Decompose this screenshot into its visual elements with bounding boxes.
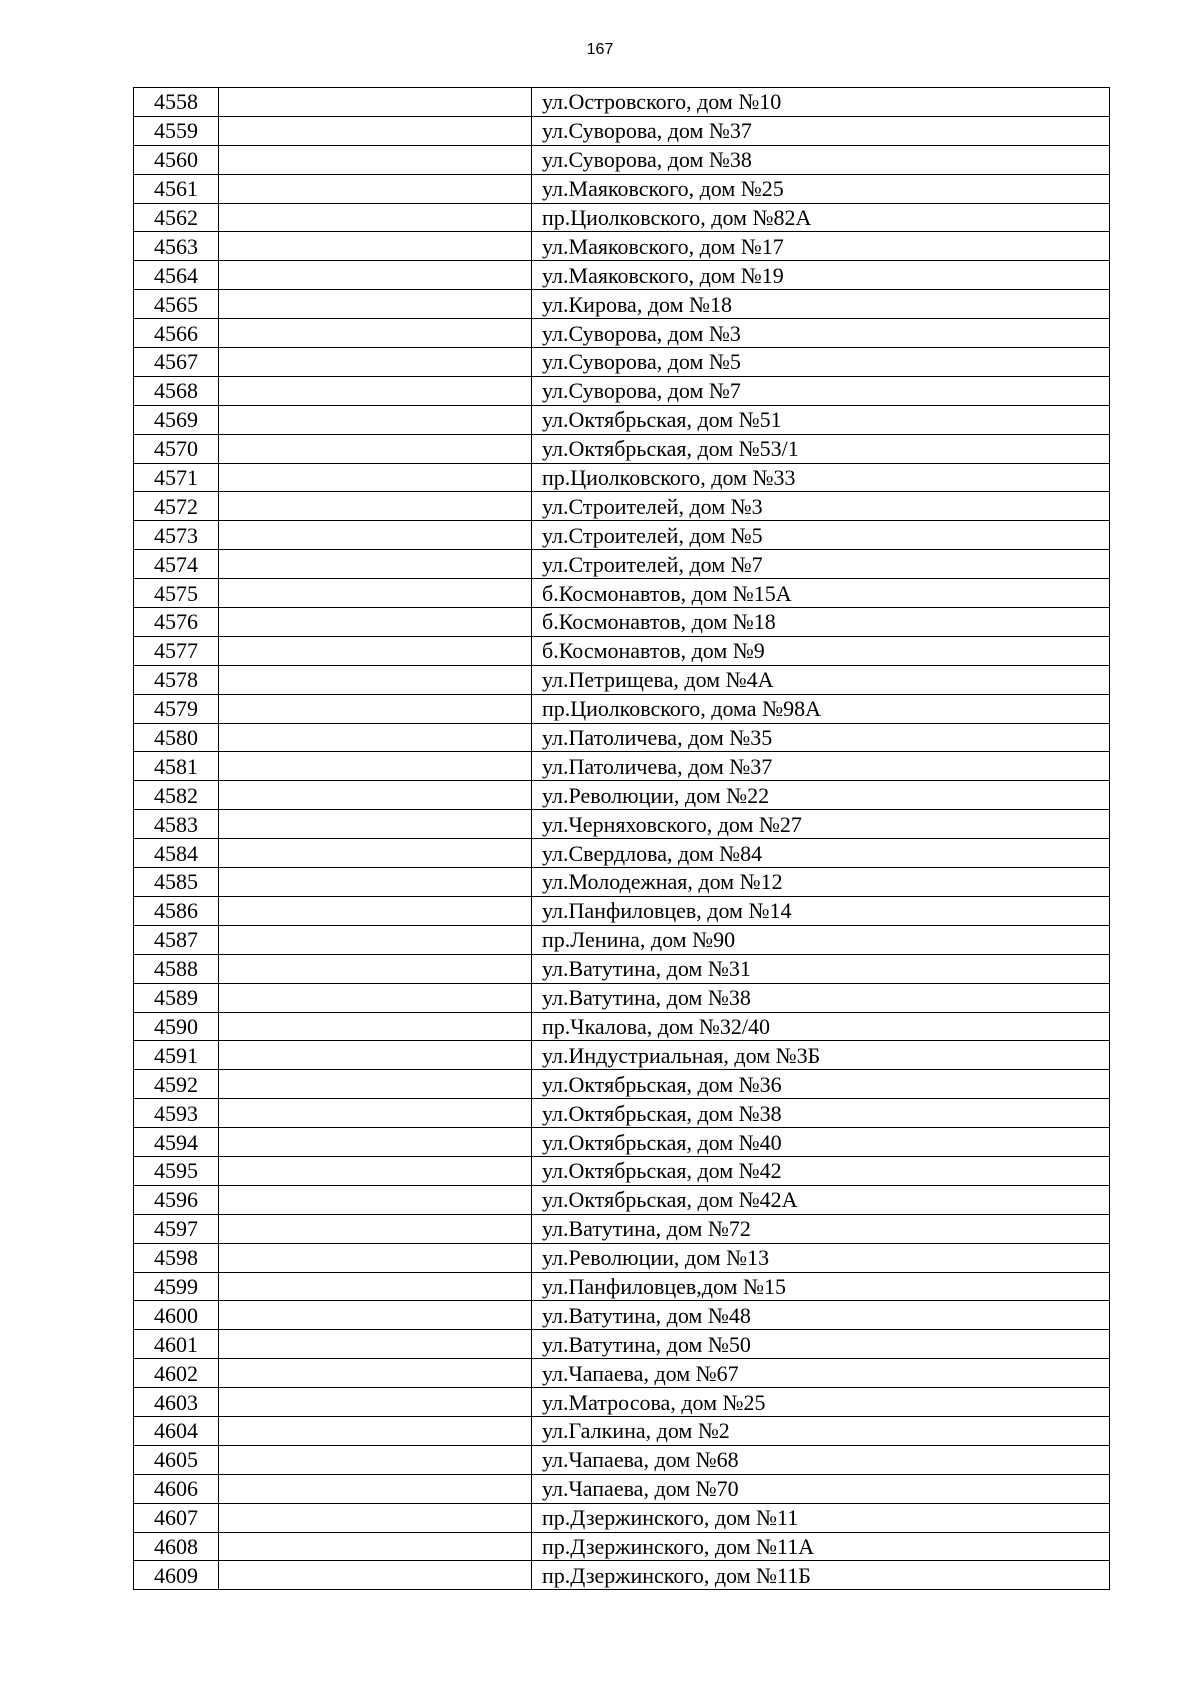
address-cell: ул.Октябрьская, дом №51: [532, 405, 1110, 434]
address-cell: пр.Дзержинского, дом №11Б: [532, 1561, 1110, 1590]
table-row: [134, 636, 1110, 665]
row-number-cell: 4573: [134, 521, 219, 550]
table-row: [134, 723, 1110, 752]
empty-cell: [219, 665, 532, 694]
empty-cell: [219, 1041, 532, 1070]
table-row: [134, 203, 1110, 232]
table-row: [134, 550, 1110, 579]
address-cell: пр.Циолковского, дом №33: [532, 463, 1110, 492]
table-row: [134, 88, 1110, 117]
address-cell: пр.Дзержинского, дом №11А: [532, 1532, 1110, 1561]
address-cell: ул.Октябрьская, дом №42: [532, 1156, 1110, 1185]
row-number-cell: 4587: [134, 925, 219, 954]
empty-cell: [219, 174, 532, 203]
empty-cell: [219, 232, 532, 261]
address-cell: ул.Суворова, дом №7: [532, 376, 1110, 405]
address-cell: ул.Строителей, дом №3: [532, 492, 1110, 521]
row-number-cell: 4574: [134, 550, 219, 579]
row-number-cell: 4579: [134, 694, 219, 723]
row-number-cell: 4566: [134, 319, 219, 348]
table-row: [134, 1214, 1110, 1243]
table-row: [134, 174, 1110, 203]
address-cell: б.Космонавтов, дом №15А: [532, 579, 1110, 608]
address-cell: ул.Панфиловцев, дом №14: [532, 896, 1110, 925]
address-cell: ул.Островского, дом №10: [532, 88, 1110, 117]
table-row: [134, 1474, 1110, 1503]
empty-cell: [219, 839, 532, 868]
address-cell: ул.Маяковского, дом №17: [532, 232, 1110, 261]
row-number-cell: 4564: [134, 261, 219, 290]
empty-cell: [219, 521, 532, 550]
row-number-cell: 4607: [134, 1503, 219, 1532]
address-cell: ул.Октябрьская, дом №40: [532, 1128, 1110, 1157]
address-cell: ул.Панфиловцев,дом №15: [532, 1272, 1110, 1301]
table-row: [134, 608, 1110, 637]
row-number-cell: 4578: [134, 665, 219, 694]
row-number-cell: 4570: [134, 434, 219, 463]
table-row: [134, 232, 1110, 261]
table-row: [134, 1070, 1110, 1099]
address-cell: ул.Октябрьская, дом №42А: [532, 1185, 1110, 1214]
table-row: [134, 839, 1110, 868]
empty-cell: [219, 636, 532, 665]
row-number-cell: 4609: [134, 1561, 219, 1590]
address-cell: ул.Строителей, дом №5: [532, 521, 1110, 550]
table-row: [134, 781, 1110, 810]
empty-cell: [219, 896, 532, 925]
table-row: [134, 116, 1110, 145]
address-cell: ул.Маяковского, дом №25: [532, 174, 1110, 203]
empty-cell: [219, 810, 532, 839]
address-cell: ул.Суворова, дом №5: [532, 348, 1110, 377]
row-number-cell: 4608: [134, 1532, 219, 1561]
empty-cell: [219, 1185, 532, 1214]
address-cell: ул.Ватутина, дом №48: [532, 1301, 1110, 1330]
table-row: [134, 1041, 1110, 1070]
table-row: [134, 1561, 1110, 1590]
row-number-cell: 4602: [134, 1359, 219, 1388]
address-cell: ул.Чапаева, дом №67: [532, 1359, 1110, 1388]
table-row: [134, 1185, 1110, 1214]
row-number-cell: 4576: [134, 608, 219, 637]
table-row: [134, 290, 1110, 319]
address-cell: ул.Суворова, дом №38: [532, 145, 1110, 174]
empty-cell: [219, 868, 532, 897]
address-cell: ул.Галкина, дом №2: [532, 1416, 1110, 1445]
table-row: [134, 1272, 1110, 1301]
row-number-cell: 4593: [134, 1099, 219, 1128]
address-cell: ул.Октябрьская, дом №38: [532, 1099, 1110, 1128]
table-row: [134, 1416, 1110, 1445]
row-number-cell: 4572: [134, 492, 219, 521]
empty-cell: [219, 116, 532, 145]
row-number-cell: 4606: [134, 1474, 219, 1503]
empty-cell: [219, 1272, 532, 1301]
table-row: [134, 1503, 1110, 1532]
table-row: [134, 1359, 1110, 1388]
empty-cell: [219, 492, 532, 521]
empty-cell: [219, 608, 532, 637]
address-cell: ул.Октябрьская, дом №53/1: [532, 434, 1110, 463]
empty-cell: [219, 1156, 532, 1185]
empty-cell: [219, 1243, 532, 1272]
page-number: 167: [586, 41, 614, 58]
empty-cell: [219, 1532, 532, 1561]
row-number-cell: 4560: [134, 145, 219, 174]
row-number-cell: 4575: [134, 579, 219, 608]
address-cell: ул.Суворова, дом №3: [532, 319, 1110, 348]
table-row: [134, 665, 1110, 694]
address-cell: ул.Ватутина, дом №38: [532, 983, 1110, 1012]
row-number-cell: 4581: [134, 752, 219, 781]
table-row: [134, 521, 1110, 550]
row-number-cell: 4604: [134, 1416, 219, 1445]
empty-cell: [219, 694, 532, 723]
address-cell: ул.Ватутина, дом №50: [532, 1330, 1110, 1359]
empty-cell: [219, 1388, 532, 1417]
table-row: [134, 492, 1110, 521]
address-cell: ул.Революции, дом №22: [532, 781, 1110, 810]
address-cell: ул.Свердлова, дом №84: [532, 839, 1110, 868]
row-number-cell: 4594: [134, 1128, 219, 1157]
empty-cell: [219, 1128, 532, 1157]
table-row: [134, 1128, 1110, 1157]
address-cell: ул.Чапаева, дом №70: [532, 1474, 1110, 1503]
address-cell: ул.Ватутина, дом №72: [532, 1214, 1110, 1243]
table-row: [134, 434, 1110, 463]
table-row: [134, 954, 1110, 983]
row-number-cell: 4559: [134, 116, 219, 145]
empty-cell: [219, 405, 532, 434]
row-number-cell: 4577: [134, 636, 219, 665]
address-cell: ул.Петрищева, дом №4А: [532, 665, 1110, 694]
address-cell: ул.Черняховского, дом №27: [532, 810, 1110, 839]
row-number-cell: 4597: [134, 1214, 219, 1243]
address-cell: ул.Патоличева, дом №37: [532, 752, 1110, 781]
empty-cell: [219, 579, 532, 608]
address-cell: пр.Чкалова, дом №32/40: [532, 1012, 1110, 1041]
empty-cell: [219, 434, 532, 463]
table-row: [134, 925, 1110, 954]
row-number-cell: 4569: [134, 405, 219, 434]
table-row: [134, 1445, 1110, 1474]
table-row: [134, 376, 1110, 405]
table-row: [134, 810, 1110, 839]
address-cell: ул.Чапаева, дом №68: [532, 1445, 1110, 1474]
empty-cell: [219, 1214, 532, 1243]
address-cell: ул.Индустриальная, дом №3Б: [532, 1041, 1110, 1070]
empty-cell: [219, 925, 532, 954]
row-number-cell: 4590: [134, 1012, 219, 1041]
empty-cell: [219, 1474, 532, 1503]
table-row: [134, 1012, 1110, 1041]
table-row: [134, 694, 1110, 723]
empty-cell: [219, 1445, 532, 1474]
table-row: [134, 145, 1110, 174]
table-row: [134, 1099, 1110, 1128]
table-row: [134, 1532, 1110, 1561]
table-row: [134, 896, 1110, 925]
empty-cell: [219, 1070, 532, 1099]
address-cell: б.Космонавтов, дом №9: [532, 636, 1110, 665]
address-cell: ул.Кирова, дом №18: [532, 290, 1110, 319]
empty-cell: [219, 723, 532, 752]
row-number-cell: 4591: [134, 1041, 219, 1070]
empty-cell: [219, 1561, 532, 1590]
row-number-cell: 4583: [134, 810, 219, 839]
address-table-body: [134, 88, 1110, 1590]
row-number-cell: 4596: [134, 1185, 219, 1214]
row-number-cell: 4585: [134, 868, 219, 897]
empty-cell: [219, 261, 532, 290]
row-number-cell: 4598: [134, 1243, 219, 1272]
table-row: [134, 348, 1110, 377]
address-cell: ул.Строителей, дом №7: [532, 550, 1110, 579]
address-cell: ул.Матросова, дом №25: [532, 1388, 1110, 1417]
row-number-cell: 4565: [134, 290, 219, 319]
row-number-cell: 4558: [134, 88, 219, 117]
table-row: [134, 261, 1110, 290]
address-cell: б.Космонавтов, дом №18: [532, 608, 1110, 637]
row-number-cell: 4563: [134, 232, 219, 261]
address-cell: ул.Патоличева, дом №35: [532, 723, 1110, 752]
table-row: [134, 319, 1110, 348]
empty-cell: [219, 463, 532, 492]
empty-cell: [219, 983, 532, 1012]
empty-cell: [219, 1503, 532, 1532]
table-row: [134, 1156, 1110, 1185]
table-row: [134, 983, 1110, 1012]
address-table: [133, 87, 1110, 1590]
table-row: [134, 1330, 1110, 1359]
empty-cell: [219, 1012, 532, 1041]
empty-cell: [219, 203, 532, 232]
table-row: [134, 868, 1110, 897]
table-row: [134, 1243, 1110, 1272]
address-cell: ул.Маяковского, дом №19: [532, 261, 1110, 290]
empty-cell: [219, 348, 532, 377]
row-number-cell: 4588: [134, 954, 219, 983]
empty-cell: [219, 1416, 532, 1445]
row-number-cell: 4562: [134, 203, 219, 232]
empty-cell: [219, 1330, 532, 1359]
empty-cell: [219, 1301, 532, 1330]
row-number-cell: 4600: [134, 1301, 219, 1330]
row-number-cell: 4580: [134, 723, 219, 752]
address-cell: ул.Суворова, дом №37: [532, 116, 1110, 145]
empty-cell: [219, 550, 532, 579]
address-cell: ул.Октябрьская, дом №36: [532, 1070, 1110, 1099]
address-cell: пр.Дзержинского, дом №11: [532, 1503, 1110, 1532]
row-number-cell: 4586: [134, 896, 219, 925]
address-cell: ул.Ватутина, дом №31: [532, 954, 1110, 983]
row-number-cell: 4592: [134, 1070, 219, 1099]
row-number-cell: 4571: [134, 463, 219, 492]
row-number-cell: 4584: [134, 839, 219, 868]
row-number-cell: 4567: [134, 348, 219, 377]
row-number-cell: 4561: [134, 174, 219, 203]
empty-cell: [219, 145, 532, 174]
row-number-cell: 4589: [134, 983, 219, 1012]
row-number-cell: 4601: [134, 1330, 219, 1359]
empty-cell: [219, 954, 532, 983]
address-cell: пр.Циолковского, дома №98А: [532, 694, 1110, 723]
table-row: [134, 752, 1110, 781]
empty-cell: [219, 1099, 532, 1128]
empty-cell: [219, 290, 532, 319]
empty-cell: [219, 752, 532, 781]
table-row: [134, 1301, 1110, 1330]
table-row: [134, 1388, 1110, 1417]
address-cell: ул.Молодежная, дом №12: [532, 868, 1110, 897]
table-row: [134, 463, 1110, 492]
empty-cell: [219, 88, 532, 117]
table-row: [134, 405, 1110, 434]
row-number-cell: 4595: [134, 1156, 219, 1185]
row-number-cell: 4605: [134, 1445, 219, 1474]
row-number-cell: 4599: [134, 1272, 219, 1301]
empty-cell: [219, 1359, 532, 1388]
row-number-cell: 4568: [134, 376, 219, 405]
row-number-cell: 4582: [134, 781, 219, 810]
address-cell: пр.Циолковского, дом №82А: [532, 203, 1110, 232]
address-cell: пр.Ленина, дом №90: [532, 925, 1110, 954]
address-cell: ул.Революции, дом №13: [532, 1243, 1110, 1272]
empty-cell: [219, 781, 532, 810]
table-row: [134, 579, 1110, 608]
empty-cell: [219, 319, 532, 348]
row-number-cell: 4603: [134, 1388, 219, 1417]
empty-cell: [219, 376, 532, 405]
